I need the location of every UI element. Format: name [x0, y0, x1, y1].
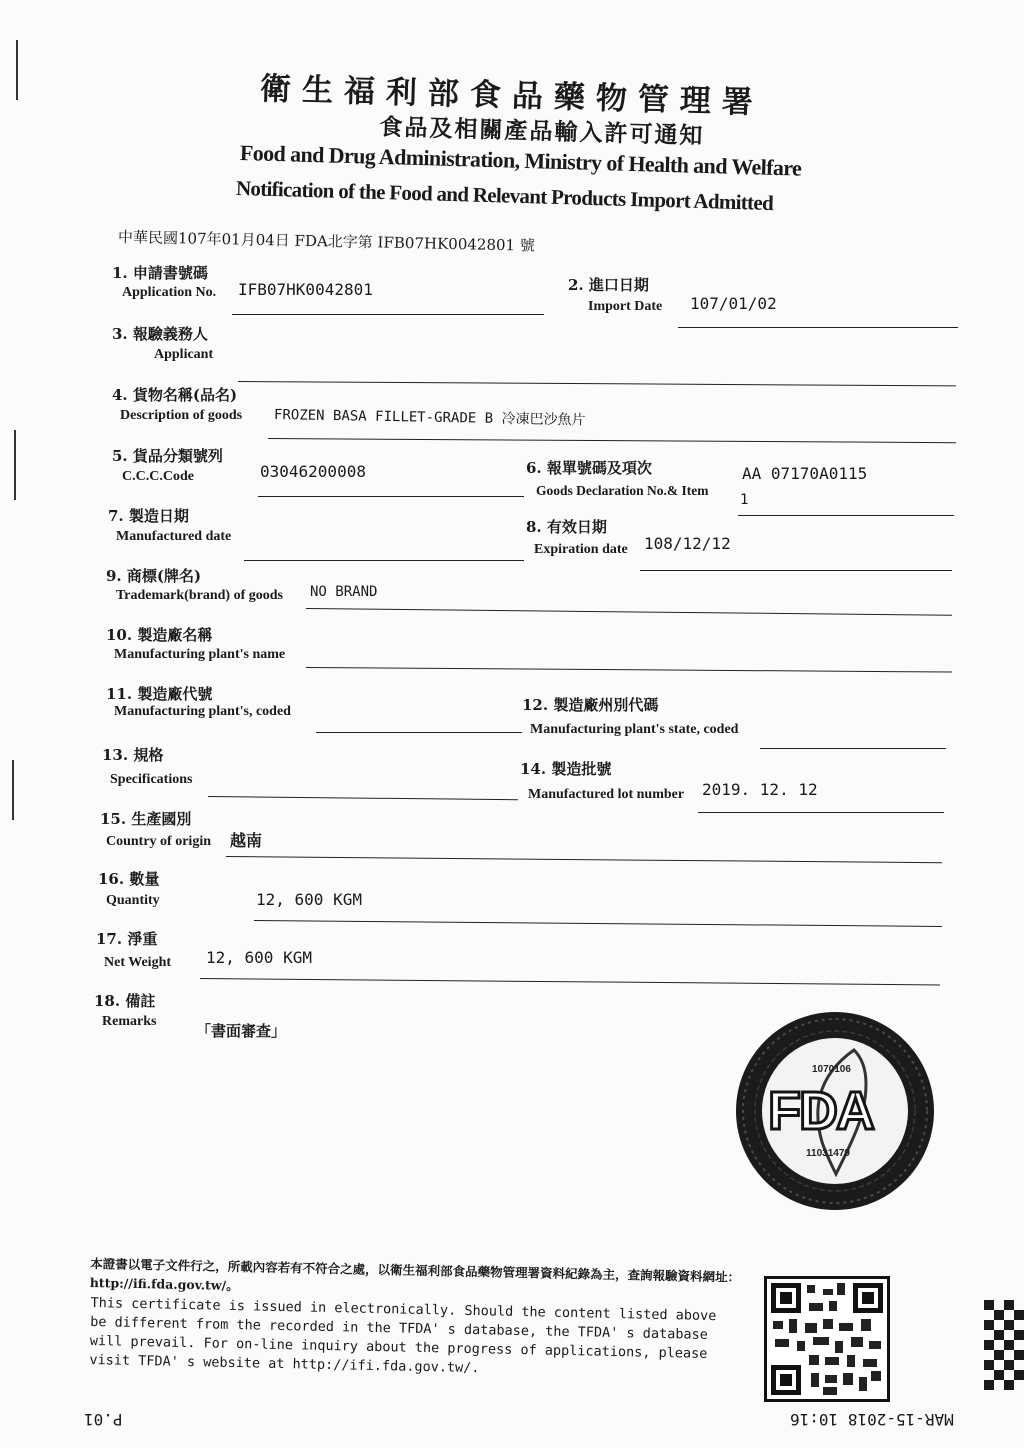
qr-code-pattern [767, 1279, 887, 1399]
field-12-underline [760, 748, 946, 749]
field-11-underline [316, 732, 522, 733]
quantity-value: 12, 600 KGM [256, 890, 362, 909]
field-18-label-en: Remarks [102, 1014, 157, 1029]
field-8-label-en: Expiration date [534, 542, 628, 557]
field-8-underline [640, 570, 952, 571]
lot-number-value: 2019. 12. 12 [702, 780, 818, 799]
field-5-label-zh: 5. 貨品分類號列 [112, 447, 223, 465]
field-12-label-en: Manufacturing plant's state, coded [530, 722, 739, 737]
field-1-label-en: Application No. [122, 285, 217, 300]
qr-code [764, 1276, 890, 1402]
fda-seal-stamp [736, 1012, 934, 1210]
seal-number-top: 1070106 [812, 1064, 851, 1075]
field-14-label-zh: 14. 製造批號 [520, 760, 612, 778]
notice-title-en: Notification of the Food and Relevant Products Import Admitted [235, 176, 774, 215]
field-5-label-en: C.C.C.Code [122, 469, 194, 484]
agency-title-zh: 衛生福利部食品藥物管理署 [259, 70, 765, 122]
seal-number-bottom: 11031479 [806, 1148, 850, 1159]
field-7-label-en: Manufactured date [116, 529, 232, 544]
trademark-value: NO BRAND [310, 584, 378, 600]
field-13-underline [208, 796, 518, 800]
field-3-label-en: Applicant [154, 347, 214, 362]
field-18-label-zh: 18. 備註 [94, 992, 156, 1010]
field-14-underline [698, 812, 944, 813]
field-4-label-zh: 4. 貨物名稱(品名) [112, 386, 238, 404]
field-9-underline [306, 608, 952, 616]
field-8-label-zh: 8. 有效日期 [526, 518, 607, 536]
field-5-underline [258, 496, 524, 497]
field-13-label-zh: 13. 規格 [102, 746, 164, 764]
agency-title-en: Food and Drug Administration, Ministry of Health and Welfare [239, 140, 802, 181]
field-7-underline [244, 560, 524, 561]
scan-edge-checker [984, 1300, 1024, 1410]
field-15-label-en: Country of origin [106, 834, 211, 849]
goods-declaration-no-value: AA 07170A0115 [742, 464, 868, 483]
field-6-label-zh: 6. 報單號碼及項次 [526, 459, 652, 477]
field-9-label-en: Trademark(brand) of goods [116, 588, 283, 603]
field-3-underline [238, 381, 956, 386]
field-11-label-en: Manufacturing plant's, coded [114, 704, 291, 719]
field-15-label-zh: 15. 生產國別 [100, 810, 192, 828]
notice-text-en: This certificate is issued in electronically. Should the content listed above be different from the recorded in the TFDA' s database, the TFDA' s database will prevail. For on-line inquiry about the progress of applications, please visit TFDA' s website at http://ifi.fda.gov.tw/. [89, 1295, 717, 1377]
fax-page-number: P.01 [84, 1410, 123, 1429]
field-6-label-en: Goods Declaration No.& Item [536, 483, 709, 498]
field-16-underline [254, 920, 942, 927]
goods-declaration-item-value: 1 [740, 492, 749, 508]
expiration-date-value: 108/12/12 [644, 534, 731, 553]
notice-title-zh: 食品及相關產品輸入許可通知 [379, 113, 705, 150]
field-13-label-en: Specifications [110, 772, 193, 787]
field-14-label-en: Manufactured lot number [528, 787, 685, 802]
field-12-label-zh: 12. 製造廠州別代碼 [522, 696, 659, 714]
field-9-label-zh: 9. 商標(牌名) [106, 567, 202, 585]
field-4-underline [268, 438, 956, 443]
field-17-label-zh: 17. 淨重 [96, 930, 158, 948]
field-11-label-zh: 11. 製造廠代號 [106, 685, 213, 703]
field-16-label-zh: 16. 數量 [98, 870, 160, 888]
field-10-underline [306, 667, 952, 673]
field-17-label-en: Net Weight [104, 955, 172, 970]
scan-edge-mark [12, 760, 14, 820]
remarks-value: 「書面審查」 [196, 1022, 287, 1040]
field-1-label-zh: 1. 申請書號碼 [112, 264, 208, 282]
seal-inner-field [762, 1038, 908, 1184]
field-2-label-zh: 2. 進口日期 [568, 276, 649, 294]
fax-timestamp: MAR-15-2018 10:16 [790, 1410, 954, 1429]
field-4-label-en: Description of goods [120, 408, 243, 423]
field-2-underline [678, 327, 958, 328]
field-3-label-zh: 3. 報驗義務人 [112, 325, 208, 343]
reference-line: 中華民國107年01月04日 FDA北字第 IFB07HK0042801 號 [117, 228, 536, 255]
notice-text-zh: 本證書以電子文件行之，所載內容若有不符合之處，以衛生福利部食品藥物管理署資料紀錄為主，查詢報驗資料網址：http://ifi.fda.gov.tw/。 [89, 1256, 741, 1294]
field-6-underline [738, 515, 954, 516]
field-10-label-en: Manufacturing plant's name [114, 647, 286, 662]
field-7-label-zh: 7. 製造日期 [108, 507, 189, 525]
field-16-label-en: Quantity [106, 893, 160, 908]
scan-edge-mark [14, 430, 16, 500]
field-1-underline [232, 314, 544, 315]
field-2-label-en: Import Date [588, 299, 663, 314]
goods-description-value: FROZEN BASA FILLET-GRADE B 冷凍巴沙魚片 [273, 407, 586, 429]
field-15-underline [226, 856, 942, 863]
country-of-origin-value: 越南 [230, 831, 263, 850]
field-10-label-zh: 10. 製造廠名稱 [106, 626, 213, 644]
seal-fda-text: FDA [768, 1081, 873, 1141]
ccc-code-value: 03046200008 [260, 462, 366, 481]
net-weight-value: 12, 600 KGM [206, 948, 312, 967]
import-date-value: 107/01/02 [690, 294, 777, 313]
field-17-underline [200, 978, 940, 985]
application-no-value: IFB07HK0042801 [238, 280, 373, 299]
